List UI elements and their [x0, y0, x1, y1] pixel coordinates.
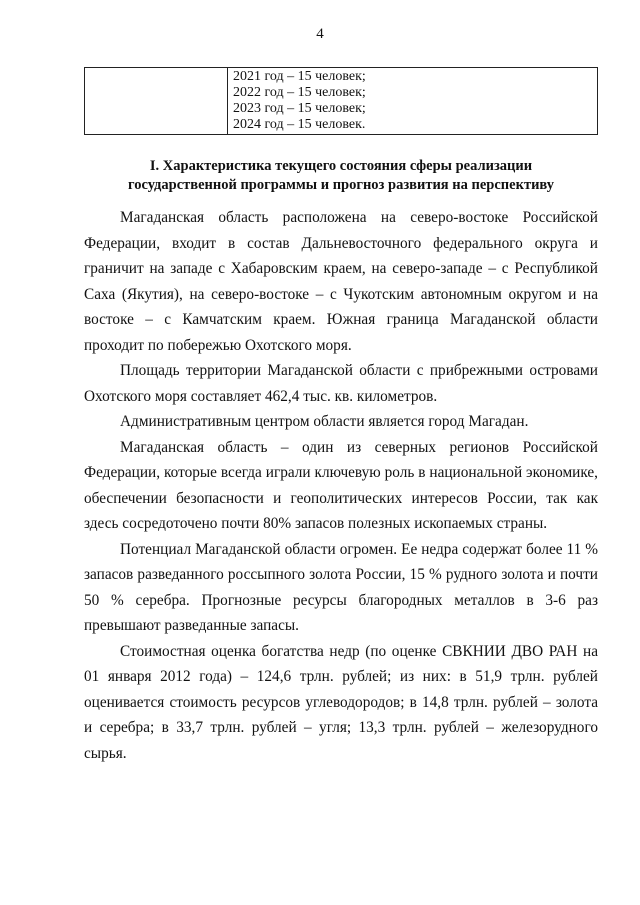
table-left-cell	[85, 68, 228, 135]
year-line: 2024 год – 15 человек.	[233, 117, 366, 132]
paragraph-capital: Административным центром области является город Магадан.	[120, 413, 529, 430]
indicator-table	[84, 67, 598, 135]
body-text	[84, 205, 598, 766]
table-row	[85, 68, 598, 135]
page-number: 4	[316, 26, 324, 42]
year-line: 2023 год – 15 человек;	[233, 101, 366, 116]
year-line: 2021 год – 15 человек;	[233, 69, 366, 84]
paragraph-valuation: Стоимостная оценка богатства недр (по оценке СВКНИИ ДВО РАН на 01 января 2012 года) – 124,6 трлн. рублей; из них: в 51,9 трлн. рублей оценивается стоимость ресурсов углеводородов; в 14,8 трлн. рублей – золота и серебра; в 33,7 трлн. рублей – угля; 13,3 трлн. рублей – железорудного сырья.	[84, 642, 598, 762]
section-heading-line-2: государственной программы и прогноз развития на перспективу	[127, 177, 555, 193]
paragraph-potential: Потенциал Магаданской области огромен. Ее недра содержат более 11 % запасов разведанного россыпного золота России, 15 % рудного золота и почти 50 % серебра. Прогнозные ресурсы благородных металлов в 3-6 раз превышают разведанные запасы.	[84, 540, 598, 634]
section-heading	[84, 157, 598, 195]
year-line: 2022 год – 15 человек;	[233, 85, 366, 100]
paragraph-role: Магаданская область – один из северных регионов Российской Федерации, которые всегда играли ключевую роль в национальной экономике, обеспечении безопасности и геополитических интересов России, так как здесь сосредоточено почти 80% запасов полезных ископаемых страны.	[84, 438, 598, 532]
paragraph-area: Площадь территории Магаданской области с прибрежными островами Охотского моря составляет 462,4 тыс. кв. километров.	[84, 362, 598, 405]
paragraph-location: Магаданская область расположена на северо-востоке Российской Федерации, входит в состав Дальневосточного федерального округа и граничит на западе с Хабаровским краем, на северо-западе – с Республикой Саха (Якутия), на северо-востоке – с Чукотским автономным округом и на востоке – с Камчатским краем. Южная граница Магаданской области проходит по побережью Охотского моря.	[84, 209, 598, 354]
section-heading-line-1: I. Характеристика текущего состояния сферы реализации	[149, 158, 533, 174]
table-right-cell	[228, 68, 598, 135]
